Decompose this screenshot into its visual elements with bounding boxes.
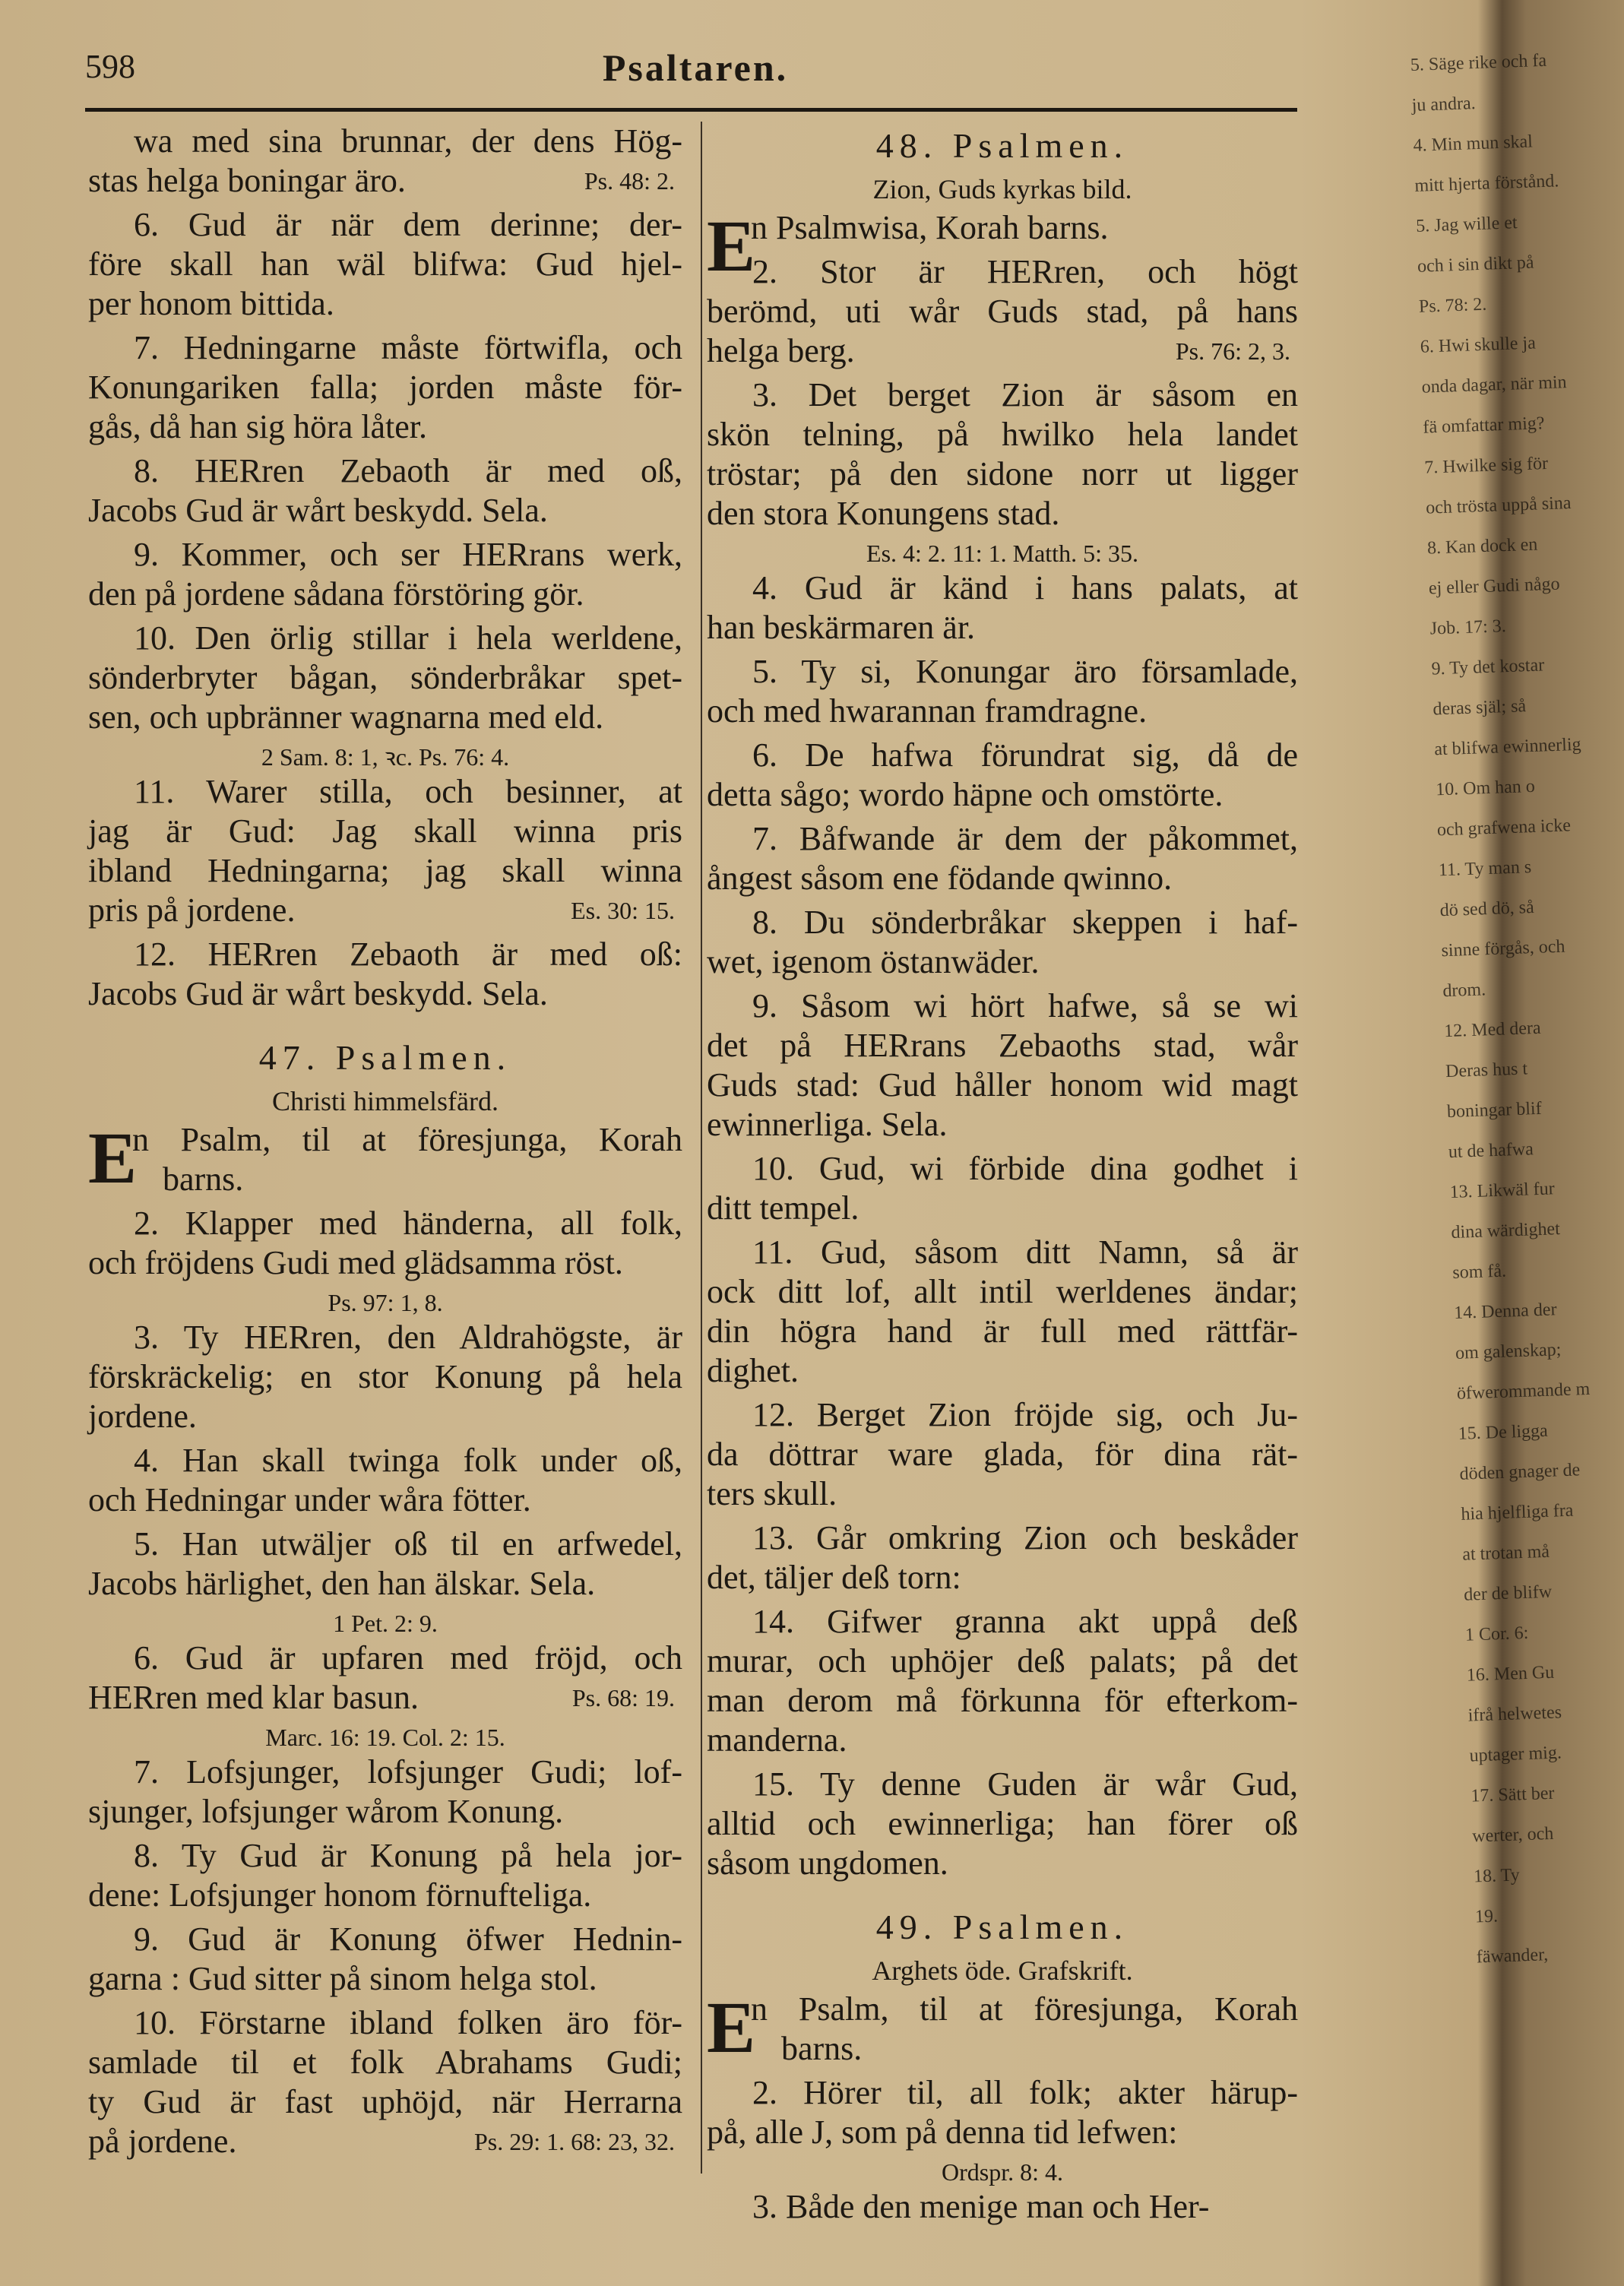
line-text: 7. Båfwande är dem der påkommet, bbox=[752, 820, 1298, 857]
line-text: 8. Du sönderbråkar skeppen i haf- bbox=[752, 904, 1298, 941]
line-text: förskräckelig; en stor Konung på hela bbox=[88, 1358, 682, 1395]
facing-page-fragment: sinne förgås, och bbox=[1441, 936, 1565, 961]
cross-reference: Ordspr. 8: 4. bbox=[942, 2158, 1063, 2186]
facing-page-fragment: at blifwa ewinnerlig bbox=[1433, 734, 1581, 760]
facing-page-fragment: öfwerommande m bbox=[1456, 1379, 1591, 1404]
line-text: Jacobs Gud är wårt beskydd. Sela. bbox=[88, 975, 548, 1012]
text-line bbox=[707, 1105, 1298, 1145]
drop-cap: E bbox=[88, 1117, 138, 1198]
verse bbox=[707, 1395, 1298, 1514]
line-text: jordene. bbox=[88, 1398, 197, 1435]
text-line bbox=[707, 1233, 1298, 1272]
psalm-heading: 47. Psalmen. bbox=[258, 1038, 512, 1077]
text-line bbox=[88, 1876, 682, 1915]
text-line bbox=[707, 1804, 1298, 1844]
line-text: 2. Klapper med händerna, all folk, bbox=[134, 1205, 682, 1242]
text-line bbox=[88, 407, 682, 447]
text-line bbox=[707, 454, 1298, 494]
line-text: det på HERrans Zebaoths stad, wår bbox=[707, 1027, 1298, 1064]
text-line bbox=[707, 2187, 1298, 2227]
line-text: 8. HERren Zebaoth är med oß, bbox=[134, 452, 682, 489]
verse bbox=[707, 1765, 1298, 1883]
text-line bbox=[88, 1397, 682, 1436]
facing-page-fragment: 12. Med dera bbox=[1443, 1018, 1541, 1042]
left-column bbox=[88, 122, 682, 2166]
line-text: wa med sina brunnar, der dens Hög- bbox=[134, 122, 682, 160]
line-text: tröstar; på den sidone norr ut ligger bbox=[707, 455, 1298, 492]
line-text: den på jordene sådana förstöring gör. bbox=[88, 575, 584, 613]
line-text: 8. Ty Gud är Konung på hela jor- bbox=[134, 1837, 682, 1874]
verse bbox=[88, 772, 682, 930]
text-line bbox=[707, 859, 1298, 898]
drop-cap: E bbox=[707, 205, 756, 287]
text-line bbox=[707, 1765, 1298, 1804]
verse bbox=[88, 451, 682, 530]
text-line bbox=[707, 292, 1298, 331]
text-line bbox=[88, 1243, 682, 1283]
facing-page-fragment: 13. Likwäl fur bbox=[1449, 1179, 1556, 1203]
line-text: 3. Ty HERren, den Aldrahögste, är bbox=[134, 1319, 682, 1356]
line-text: da döttrar ware glada, för dina rät- bbox=[707, 1436, 1298, 1473]
text-line bbox=[88, 535, 682, 575]
psalm-subtitle: Zion, Guds kyrkas bild. bbox=[872, 174, 1132, 204]
line-text: helga berg. bbox=[707, 332, 855, 369]
text-line bbox=[707, 1272, 1298, 1312]
facing-page-fragment: 4. Min mun skal bbox=[1413, 131, 1534, 156]
text-line bbox=[132, 1120, 682, 1160]
header-rule bbox=[85, 108, 1297, 112]
line-text: ditt tempel. bbox=[707, 1189, 859, 1227]
line-text: ibland Hedningarna; jag skall winna bbox=[88, 852, 682, 889]
text-line bbox=[88, 1564, 682, 1604]
cross-reference: Ps. 76: 2, 3. bbox=[1175, 337, 1290, 365]
text-line bbox=[707, 903, 1298, 942]
text-line bbox=[707, 692, 1298, 731]
verse bbox=[88, 1836, 682, 1915]
facing-page-fragment: dina wärdighet bbox=[1451, 1219, 1561, 1243]
facing-page-fragment: 7. Hwilke sig för bbox=[1423, 453, 1549, 478]
line-text: 6. Gud är upfaren med fröjd, och bbox=[134, 1639, 682, 1677]
facing-page-fragment: 19. bbox=[1474, 1906, 1499, 1927]
text-line bbox=[707, 819, 1298, 859]
line-text: 10. Förstarne ibland folken äro för- bbox=[134, 2004, 682, 2041]
line-text: berömd, uti wår Guds stad, på hans bbox=[707, 293, 1298, 330]
text-line bbox=[88, 1357, 682, 1397]
verse bbox=[88, 535, 682, 614]
facing-page-fragment: 8. Kan dock en bbox=[1426, 534, 1538, 559]
facing-page-fragment: döden gnager de bbox=[1459, 1460, 1581, 1484]
cross-reference: 2 Sam. 8: 1, ꝛc. Ps. 76: 4. bbox=[261, 743, 510, 771]
verse bbox=[88, 1752, 682, 1832]
line-text: gås, då han sig höra låter. bbox=[88, 408, 427, 445]
page-number: 598 bbox=[85, 48, 135, 85]
text-line bbox=[707, 608, 1298, 647]
text-line bbox=[707, 1721, 1298, 1760]
line-text: sen, och upbränner wagnarna med eld. bbox=[88, 698, 604, 736]
text-line bbox=[707, 1065, 1298, 1105]
line-text: dene: Lofsjunger honom förnufteliga. bbox=[88, 1876, 592, 1914]
text-line bbox=[88, 1836, 682, 1876]
text-line bbox=[88, 1204, 682, 1243]
line-text: wet, igenom östanwäder. bbox=[707, 943, 1040, 980]
text-line bbox=[88, 619, 682, 658]
line-text: Guds stad: Gud håller honom wid magt bbox=[707, 1066, 1298, 1103]
verse bbox=[707, 1518, 1298, 1597]
text-line bbox=[88, 284, 682, 324]
text-line bbox=[707, 568, 1298, 608]
verse bbox=[707, 252, 1298, 371]
facing-page-margin bbox=[1410, 42, 1591, 1978]
line-text: alltid och ewinnerliga; han förer oß bbox=[707, 1805, 1298, 1842]
line-text: den stora Konungens stad. bbox=[707, 495, 1060, 532]
facing-page-fragment: 6. Hwi skulle ja bbox=[1420, 333, 1537, 357]
line-text: 15. Ty denne Guden är wår Gud, bbox=[752, 1765, 1298, 1803]
line-text: ters skull. bbox=[707, 1475, 837, 1512]
text-line bbox=[132, 1160, 682, 1199]
verse bbox=[707, 2187, 1298, 2227]
facing-page-fragment: fäwander, bbox=[1476, 1945, 1549, 1968]
line-text: 4. Gud är känd i hans palats, at bbox=[752, 569, 1298, 606]
column-divider bbox=[701, 122, 702, 2174]
facing-page-fragment: Ps. 78: 2. bbox=[1418, 294, 1487, 317]
line-text: n Psalm, til at föresjunga, Korah bbox=[751, 1990, 1298, 2028]
line-text: 11. Warer stilla, och besinner, at bbox=[134, 773, 682, 810]
line-text: på, alle J, som på denna tid lefwen: bbox=[707, 2113, 1178, 2151]
text-line bbox=[88, 1959, 682, 1999]
text-line bbox=[88, 451, 682, 491]
line-text: 9. Såsom wi hört hafwe, så se wi bbox=[752, 987, 1298, 1024]
text-line bbox=[707, 986, 1298, 1026]
facing-page-fragment: 16. Men Gu bbox=[1466, 1662, 1555, 1686]
verse bbox=[88, 619, 682, 737]
line-text: man derom må förkunna för efterkom- bbox=[707, 1682, 1298, 1719]
line-text: per honom bittida. bbox=[88, 285, 334, 322]
text-line bbox=[707, 1642, 1298, 1681]
facing-page-fragment: 18. Ty bbox=[1473, 1865, 1521, 1887]
verse bbox=[707, 819, 1298, 898]
line-text: barns. bbox=[163, 1160, 244, 1198]
verse bbox=[707, 2073, 1298, 2152]
psalm-heading: 49. Psalmen. bbox=[875, 1908, 1129, 1946]
facing-page-fragment: 11. Ty man s bbox=[1438, 857, 1532, 881]
facing-page-fragment: dö sed dö, så bbox=[1439, 897, 1535, 921]
facing-page-fragment: och grafwena icke bbox=[1436, 815, 1572, 841]
psalm-superscription bbox=[707, 1987, 1298, 2069]
line-text: barns. bbox=[781, 2030, 863, 2067]
facing-page-fragment: och i sin dikt på bbox=[1417, 252, 1534, 277]
verse bbox=[88, 1318, 682, 1436]
facing-page-fragment: ut de hafwa bbox=[1448, 1139, 1534, 1163]
line-text: Jacobs härlighet, den han älskar. Sela. bbox=[88, 1565, 596, 1602]
line-text: HERren med klar basun. bbox=[88, 1679, 419, 1716]
text-line bbox=[88, 205, 682, 245]
text-line bbox=[707, 1602, 1298, 1642]
line-text: manderna. bbox=[707, 1721, 847, 1759]
cross-reference: Marc. 16: 19. Col. 2: 15. bbox=[265, 1724, 505, 1751]
text-line bbox=[88, 935, 682, 974]
line-text: han beskärmaren är. bbox=[707, 609, 976, 646]
line-text: såsom ungdomen. bbox=[707, 1844, 948, 1882]
line-text: pris på jordene. bbox=[88, 891, 296, 929]
facing-page-fragment: mitt hjerta förstånd. bbox=[1414, 171, 1559, 196]
line-text: jag är Gud: Jag skall winna pris bbox=[88, 812, 682, 850]
facing-page-fragment: 9. Ty det kostar bbox=[1431, 655, 1545, 679]
cross-reference: Ps. 68: 19. bbox=[571, 1684, 675, 1711]
cross-reference: 1 Pet. 2: 9. bbox=[333, 1610, 438, 1637]
line-text: 9. Gud är Konung öfwer Hednin- bbox=[134, 1920, 682, 1958]
facing-page-fragment: 5. Jag wille et bbox=[1415, 213, 1518, 236]
facing-page-fragment: at trotan må bbox=[1461, 1541, 1550, 1565]
facing-page-fragment: Job. 17: 3. bbox=[1429, 616, 1507, 639]
line-text: på jordene. bbox=[88, 2123, 237, 2160]
psalm-superscription bbox=[88, 1117, 682, 1199]
text-line bbox=[707, 1681, 1298, 1721]
text-line bbox=[707, 736, 1298, 775]
text-line bbox=[88, 161, 682, 201]
text-line bbox=[88, 328, 682, 368]
line-text: och fröjdens Gudi med glädsamma röst. bbox=[88, 1244, 623, 1281]
facing-page-fragment: ifrå helwetes bbox=[1467, 1702, 1562, 1726]
facing-page-fragment: deras själ; så bbox=[1432, 696, 1527, 720]
line-text: 13. Går omkring Zion och beskåder bbox=[752, 1519, 1298, 1556]
facing-page-fragment: werter, och bbox=[1471, 1823, 1554, 1847]
verse bbox=[707, 568, 1298, 647]
facing-page-fragment: 10. Om han o bbox=[1435, 776, 1536, 800]
text-line bbox=[751, 2029, 1298, 2069]
line-text: 2. Hörer til, all folk; akter härup- bbox=[752, 2074, 1298, 2111]
verse bbox=[707, 986, 1298, 1145]
text-line bbox=[88, 2043, 682, 2082]
text-line bbox=[707, 1189, 1298, 1228]
text-line bbox=[707, 942, 1298, 982]
line-text: skön telning, på hwilko hela landet bbox=[707, 416, 1298, 453]
text-line bbox=[88, 1678, 682, 1718]
text-line bbox=[751, 208, 1298, 248]
verse bbox=[88, 1204, 682, 1283]
text-line bbox=[707, 331, 1298, 371]
line-text: detta sågo; wordo häpne och omstörte. bbox=[707, 776, 1224, 813]
cross-reference: Ps. 48: 2. bbox=[584, 167, 675, 195]
text-line bbox=[88, 1752, 682, 1792]
facing-page-fragment: hia hjelfliga fra bbox=[1461, 1500, 1574, 1525]
text-line bbox=[707, 1435, 1298, 1474]
line-text: stas helga boningar äro. bbox=[88, 162, 406, 199]
line-text: 14. Gifwer granna akt uppå deß bbox=[752, 1603, 1298, 1640]
facing-page-fragment: om galenskap; bbox=[1455, 1340, 1562, 1363]
line-text: 5. Han utwäljer oß til en arfwedel, bbox=[134, 1525, 682, 1563]
line-text: 12. HERren Zebaoth är med oß: bbox=[134, 936, 682, 973]
text-line bbox=[88, 1920, 682, 1959]
facing-page-fragment: 15. De ligga bbox=[1458, 1420, 1549, 1444]
facing-page-fragment: Deras hus t bbox=[1445, 1059, 1528, 1082]
facing-page-fragment: 1 Cor. 6: bbox=[1464, 1623, 1529, 1645]
text-line bbox=[88, 575, 682, 614]
line-text: ock ditt lof, allt intil werldenes ändar; bbox=[707, 1273, 1298, 1310]
text-line bbox=[88, 1525, 682, 1564]
text-line bbox=[88, 1639, 682, 1678]
facing-page-fragment: som få. bbox=[1451, 1261, 1507, 1284]
cross-reference: Es. 30: 15. bbox=[571, 897, 675, 924]
facing-page-fragment: uptager mig. bbox=[1469, 1743, 1562, 1766]
text-line bbox=[88, 698, 682, 737]
line-text: n Psalm, til at föresjunga, Korah bbox=[132, 1121, 682, 1158]
line-text: din högra hand är full med rättfär- bbox=[707, 1312, 1298, 1350]
text-line bbox=[88, 2122, 682, 2161]
text-line bbox=[707, 652, 1298, 692]
facing-page-fragment: och trösta uppå sina bbox=[1425, 492, 1572, 518]
cross-reference: Ps. 29: 1. 68: 23, 32. bbox=[473, 2128, 675, 2155]
verse bbox=[88, 205, 682, 324]
text-line bbox=[88, 2082, 682, 2122]
line-text: sjunger, lofsjunger wårom Konung. bbox=[88, 1793, 564, 1830]
text-line bbox=[707, 252, 1298, 292]
facing-page-fragment: der de blifw bbox=[1463, 1582, 1553, 1605]
text-line bbox=[88, 1480, 682, 1520]
line-text: 10. Gud, wi förbide dina godhet i bbox=[752, 1150, 1298, 1187]
text-line bbox=[88, 658, 682, 698]
facing-page-fragment: 14. Denna der bbox=[1453, 1300, 1557, 1323]
line-text: 4. Han skall twinga folk under oß, bbox=[134, 1442, 682, 1479]
text-line bbox=[88, 812, 682, 851]
verse bbox=[88, 935, 682, 1014]
text-line bbox=[88, 974, 682, 1014]
text-line bbox=[88, 772, 682, 812]
verse bbox=[707, 652, 1298, 731]
text-line bbox=[707, 494, 1298, 534]
line-text: 11. Gud, såsom ditt Namn, så är bbox=[752, 1233, 1298, 1271]
line-text: 6. Gud är när dem derinne; der- bbox=[134, 206, 682, 243]
verse bbox=[707, 736, 1298, 815]
psalm-subtitle: Christi himmelsfärd. bbox=[272, 1086, 499, 1116]
line-text: murar, och uphöjer deß palats; på det bbox=[707, 1642, 1298, 1680]
text-line bbox=[707, 2073, 1298, 2113]
line-text: sönderbryter bågan, sönderbråkar spet- bbox=[88, 659, 682, 696]
line-text: 7. Hedningarne måste förtwifla, och bbox=[134, 329, 682, 366]
verse bbox=[88, 1441, 682, 1520]
verse bbox=[707, 903, 1298, 982]
verse bbox=[88, 1639, 682, 1718]
text-line bbox=[707, 1351, 1298, 1391]
text-line bbox=[88, 368, 682, 407]
line-text: ty Gud är fast uphöjd, när Herrarna bbox=[88, 2083, 682, 2120]
line-text: dighet. bbox=[707, 1352, 799, 1389]
psalm-subtitle: Arghets öde. Grafskrift. bbox=[872, 1955, 1133, 1986]
verse bbox=[707, 1602, 1298, 1760]
facing-page-fragment: 17. Sätt ber bbox=[1470, 1783, 1555, 1806]
text-line bbox=[88, 491, 682, 530]
verse bbox=[707, 375, 1298, 534]
facing-page-fragment: 5. Säge rike och fa bbox=[1410, 50, 1547, 75]
line-text: ångest såsom ene födande qwinno. bbox=[707, 860, 1173, 897]
line-text: 10. Den örlig stillar i hela werldene, bbox=[134, 619, 682, 657]
text-line bbox=[707, 1312, 1298, 1351]
line-text: n Psalmwisa, Korah barns. bbox=[751, 209, 1109, 246]
right-column bbox=[707, 122, 1298, 2231]
line-text: garna : Gud sitter på sinom helga stol. bbox=[88, 1960, 597, 1997]
line-text: och med hwarannan framdragne. bbox=[707, 692, 1148, 730]
facing-page-fragment: fä omfattar mig? bbox=[1423, 413, 1545, 438]
text-line bbox=[707, 1395, 1298, 1435]
facing-page-fragment: boningar blif bbox=[1446, 1098, 1543, 1122]
text-line bbox=[88, 1441, 682, 1480]
cross-reference: Ps. 97: 1, 8. bbox=[328, 1289, 443, 1316]
text-line bbox=[707, 1474, 1298, 1514]
line-text: ewinnerliga. Sela. bbox=[707, 1106, 948, 1143]
line-text: det, täljer deß torn: bbox=[707, 1559, 961, 1596]
line-text: 7. Lofsjunger, lofsjunger Gudi; lof- bbox=[134, 1753, 682, 1790]
psalm-heading: 48. Psalmen. bbox=[875, 126, 1129, 165]
text-line bbox=[707, 415, 1298, 454]
line-text: 12. Berget Zion fröjde sig, och Ju- bbox=[752, 1396, 1298, 1433]
text-line bbox=[88, 122, 682, 161]
verse bbox=[88, 122, 682, 201]
line-text: Jacobs Gud är wårt beskydd. Sela. bbox=[88, 492, 548, 529]
cross-reference: Es. 4: 2. 11: 1. Matth. 5: 35. bbox=[866, 540, 1138, 567]
line-text: och Hedningar under wåra fötter. bbox=[88, 1481, 531, 1518]
line-text: 5. Ty si, Konungar äro församlade, bbox=[752, 653, 1298, 690]
facing-page-fragment: ej eller Gudi någo bbox=[1428, 574, 1560, 599]
line-text: samlade til et folk Abrahams Gudi; bbox=[88, 2044, 682, 2081]
text-line bbox=[751, 1990, 1298, 2029]
verse bbox=[88, 328, 682, 447]
text-line bbox=[88, 1792, 682, 1832]
text-line bbox=[88, 891, 682, 930]
line-text: 6. De hafwa förundrat sig, då de bbox=[752, 736, 1298, 774]
verse bbox=[707, 1233, 1298, 1391]
text-line bbox=[707, 1026, 1298, 1065]
text-line bbox=[707, 1844, 1298, 1883]
facing-page-fragment: drom. bbox=[1442, 980, 1486, 1002]
text-line bbox=[88, 851, 682, 891]
line-text: före skall han wäl blifwa: Gud hjel- bbox=[88, 245, 682, 283]
text-line bbox=[88, 1318, 682, 1357]
running-title: Psaltaren. bbox=[602, 46, 789, 89]
verse bbox=[88, 2003, 682, 2161]
text-line bbox=[88, 2003, 682, 2043]
text-line bbox=[707, 2113, 1298, 2152]
text-line bbox=[707, 775, 1298, 815]
text-line bbox=[707, 375, 1298, 415]
line-text: 3. Både den menige man och Her- bbox=[752, 2188, 1210, 2225]
facing-page-fragment: onda dagar, när min bbox=[1421, 372, 1568, 397]
text-line bbox=[707, 1518, 1298, 1558]
facing-page-fragment: ju andra. bbox=[1411, 93, 1477, 116]
verse bbox=[88, 1525, 682, 1604]
line-text: 3. Det berget Zion är såsom en bbox=[752, 376, 1298, 413]
drop-cap: E bbox=[707, 1987, 756, 2068]
text-line bbox=[88, 245, 682, 284]
verse bbox=[88, 1920, 682, 1999]
verse bbox=[707, 1149, 1298, 1228]
line-text: Konungariken falla; jorden måste för- bbox=[88, 369, 682, 406]
text-line bbox=[707, 1558, 1298, 1597]
text-line bbox=[707, 1149, 1298, 1189]
line-text: 9. Kommer, och ser HERrans werk, bbox=[134, 536, 682, 573]
line-text: 2. Stor är HERren, och högt bbox=[752, 253, 1298, 290]
